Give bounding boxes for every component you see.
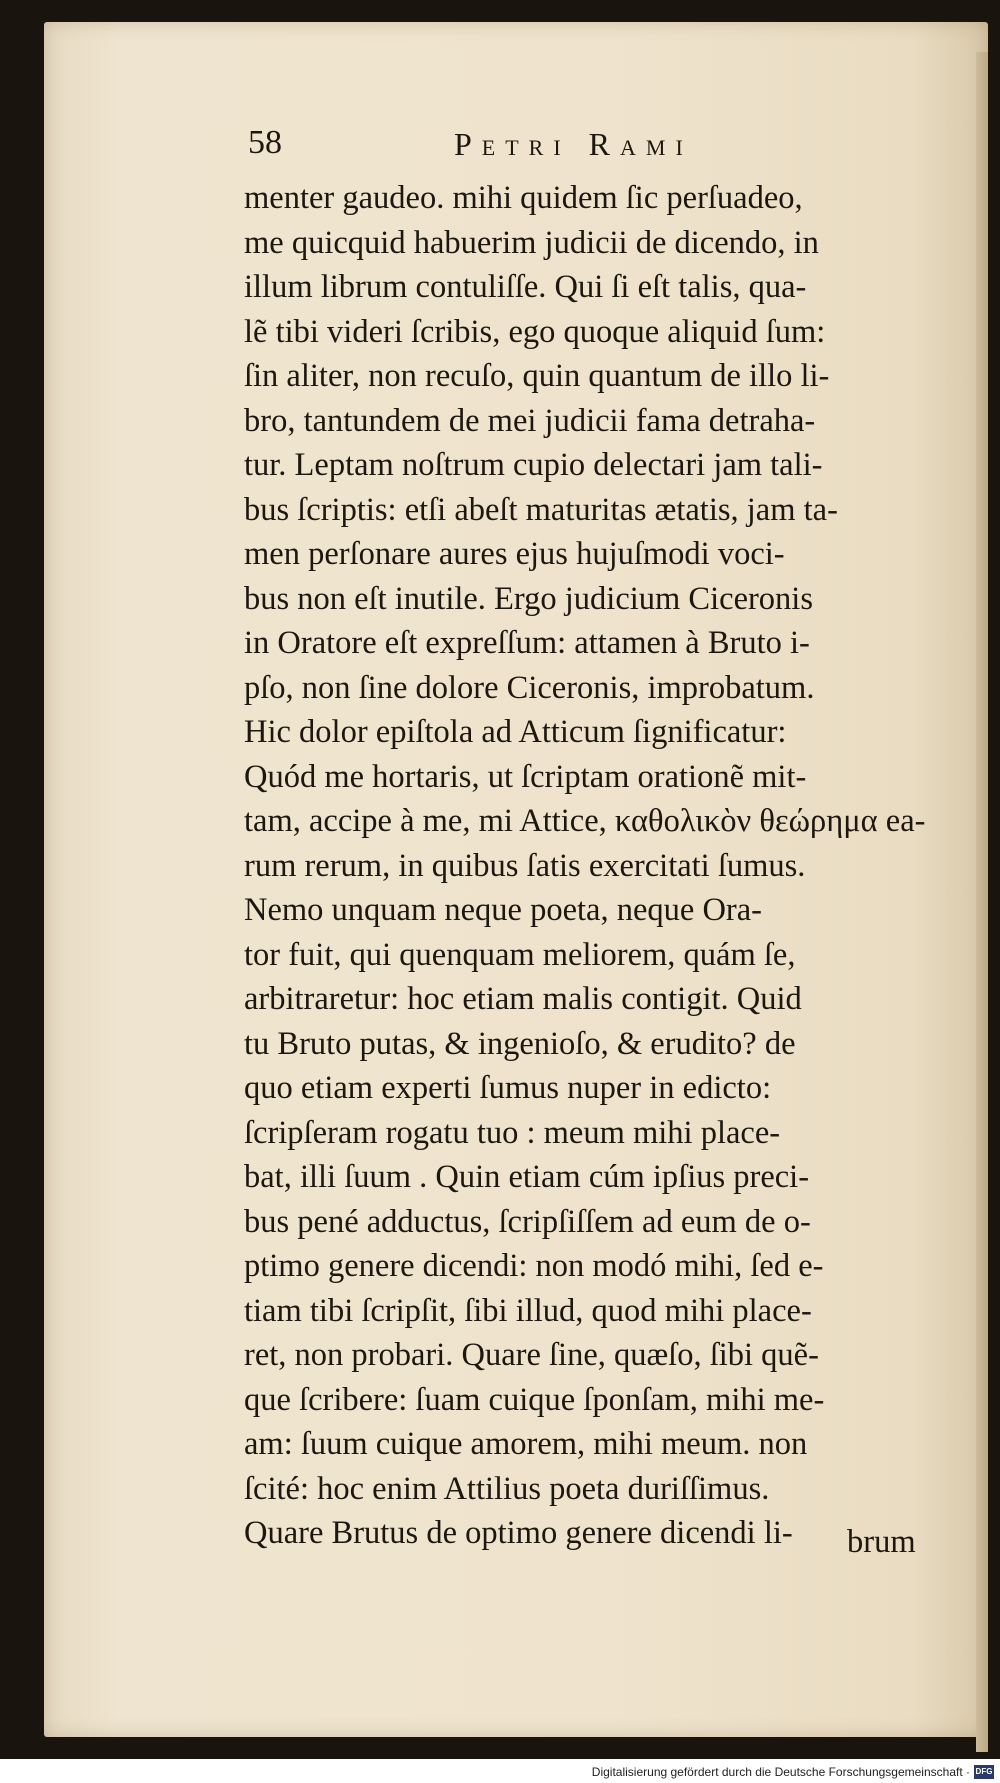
page-edge: [976, 52, 988, 1752]
text-line: Quód me hortaris, ut ſcriptam orationẽ mit-: [244, 758, 807, 795]
catchword: brum: [847, 1524, 916, 1560]
body-text: [244, 176, 944, 1556]
text-line: quo etiam experti ſumus nuper in edicto:: [244, 1070, 772, 1106]
text-line: ſcripſeram rogatu tuo : meum mihi place-: [244, 1114, 781, 1151]
text-line: bus pené adductus, ſcripſiſſem ad eum de o-: [244, 1203, 811, 1240]
text-line: ret, non probari. Quare ſine, quæſo, ſibi quẽ-: [244, 1337, 819, 1373]
digitization-footer: [0, 1759, 1000, 1783]
text-line: ptimo genere dicendi: non modó mihi, ſed e-: [244, 1248, 824, 1284]
text-line: in Oratore eſt expreſſum: attamen à Bruto i-: [244, 625, 810, 661]
text-line: ſin aliter, non recuſo, quin quantum de illo li-: [244, 358, 830, 394]
text-line: bus ſcriptis: etſi abeſt maturitas ætatis, jam ta-: [244, 491, 838, 528]
text-line: ſcité: hoc enim Attilius poeta duriſſimus.: [244, 1470, 770, 1507]
text-line: men perſonare aures ejus hujuſmodi voci-: [244, 536, 785, 572]
text-line: me quicquid habuerim judicii de dicendo, in: [244, 224, 819, 261]
text-line: bus non eſt inutile. Ergo judicium Ciceronis: [244, 580, 813, 617]
text-line: rum rerum, in quibus ſatis exercitati ſumus.: [244, 847, 806, 884]
dfg-logo: DFG: [974, 1765, 994, 1779]
text-line: lẽ tibi videri ſcribis, ego quoque aliquid ſum:: [244, 313, 826, 350]
text-line: tam, accipe à me, mi Attice, καθολικὸν θεώρημα ea-: [244, 803, 926, 839]
text-line: bat, illi ſuum . Quin etiam cúm ipſius preci-: [244, 1159, 810, 1195]
text-line: am: ſuum cuique amorem, mihi meum. non: [244, 1426, 808, 1462]
running-head: [248, 124, 768, 168]
text-line: pſo, non ſine dolore Ciceronis, improbatum.: [244, 669, 815, 706]
text-line: tu Bruto putas, & ingenioſo, & erudito? de: [244, 1025, 796, 1062]
text-line: arbitraretur: hoc etiam malis contigit. Quid: [244, 981, 802, 1017]
text-line: illum librum contuliſſe. Qui ſi eſt talis, qua-: [244, 269, 807, 305]
text-line: menter gaudeo. mihi quidem ſic perſuadeo,: [244, 180, 803, 216]
text-line: que ſcribere: ſuam cuique ſponſam, mihi me-: [244, 1381, 825, 1418]
text-line: Nemo unquam neque poeta, neque Ora-: [244, 892, 763, 928]
text-line: Hic dolor epiſtola ad Atticum ſignificatur:: [244, 714, 787, 750]
page-number: 58: [248, 124, 282, 161]
running-head-title: Petri Rami: [454, 126, 693, 162]
text-line: tor fuit, qui quenquam meliorem, quám ſe,: [244, 936, 796, 973]
text-line: tur. Leptam noſtrum cupio delectari jam tali-: [244, 447, 823, 483]
text-line: Quare Brutus de optimo genere dicendi li-: [244, 1515, 793, 1551]
text-line: tiam tibi ſcripſit, ſibi illud, quod mihi place-: [244, 1292, 812, 1329]
funding-credit: Digitalisierung gefördert durch die Deutsche Forschungsgemeinschaft ·: [591, 1765, 970, 1779]
text-line: bro, tantundem de mei judicii fama detraha-: [244, 402, 816, 439]
